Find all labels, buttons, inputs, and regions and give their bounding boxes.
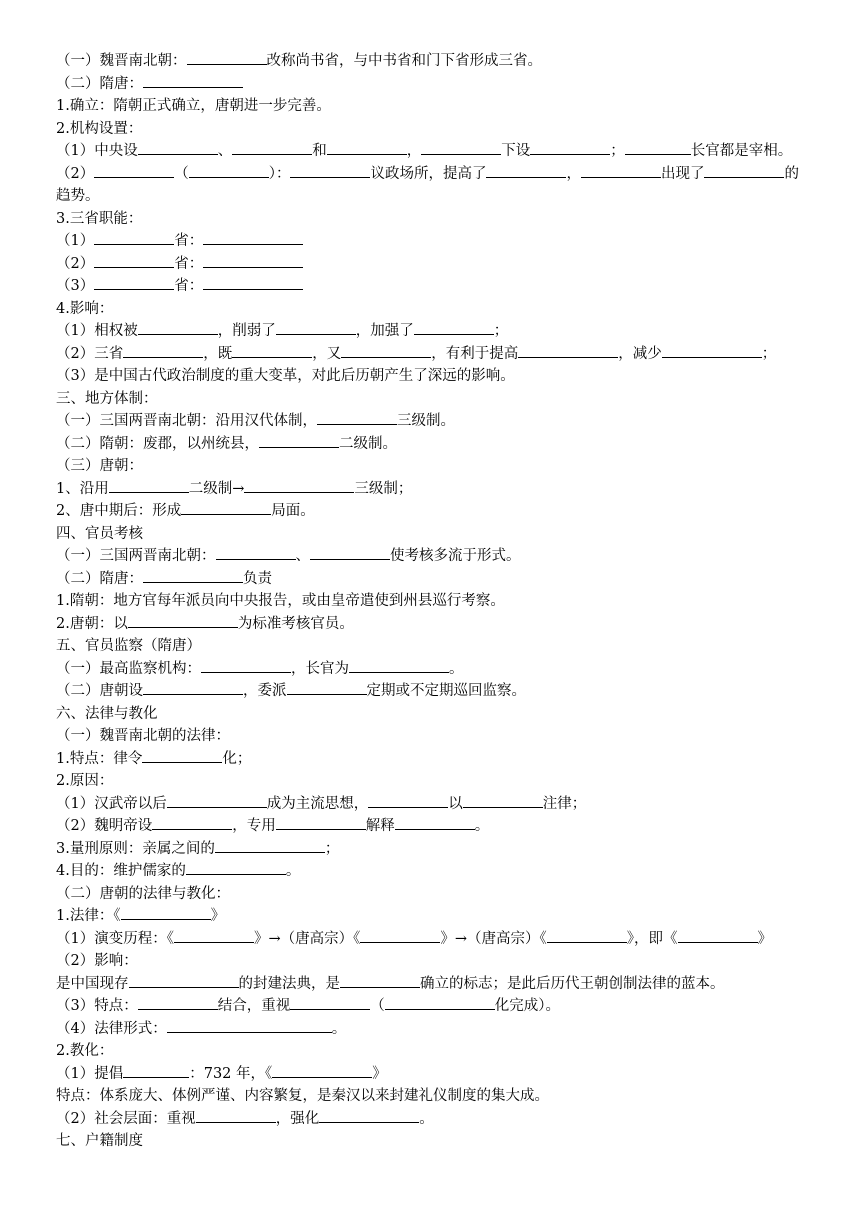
text-line	[56, 208, 820, 231]
line-text: （三）唐朝：	[56, 458, 143, 474]
line-text: 出现了	[660, 165, 705, 182]
text-line	[56, 275, 820, 298]
line-text: 》	[210, 908, 226, 924]
line-text: 、	[295, 548, 310, 564]
fill-blank[interactable]	[94, 163, 174, 178]
text-line	[56, 118, 820, 141]
text-line	[56, 163, 820, 186]
line-text: 下设	[501, 143, 531, 159]
line-text: 负责	[243, 570, 272, 587]
text-line	[56, 388, 820, 411]
fill-blank[interactable]	[678, 928, 758, 943]
fill-blank[interactable]	[349, 658, 449, 673]
line-text: ，	[566, 165, 581, 182]
text-line	[56, 1040, 820, 1063]
line-text: （2）三省	[56, 345, 124, 362]
fill-blank[interactable]	[547, 928, 627, 943]
line-text: （2）魏明帝设	[56, 818, 153, 834]
line-text: 化完成）。	[494, 998, 560, 1014]
line-text: （2）	[56, 165, 95, 182]
line-text: ，有利于提高	[431, 345, 519, 362]
line-text: 成为主流思想，	[266, 795, 369, 812]
line-text: （1）演变历程：《	[56, 930, 174, 947]
fill-blank[interactable]	[317, 410, 397, 425]
line-text: 4.目的：维护儒家的	[56, 863, 186, 879]
line-text: （	[370, 998, 385, 1014]
line-text: 。	[449, 660, 464, 677]
line-text: ，专用	[232, 818, 276, 834]
text-line	[56, 1018, 820, 1041]
line-text: （二）隋唐：	[56, 570, 143, 587]
fill-blank[interactable]	[121, 905, 211, 920]
line-text: 。	[419, 1110, 434, 1127]
text-line	[56, 365, 820, 388]
line-text: （2）社会层面：重视	[56, 1110, 196, 1127]
fill-blank[interactable]	[486, 163, 566, 178]
line-text: 4.影响：	[56, 300, 114, 317]
fill-blank[interactable]	[167, 793, 267, 808]
fill-blank[interactable]	[530, 140, 610, 155]
line-text: （一）魏晋南北朝的法律：	[56, 728, 230, 744]
line-text: ，长官为	[291, 660, 349, 677]
text-line	[56, 50, 820, 73]
line-text: 化；	[222, 750, 252, 767]
text-line	[56, 1085, 820, 1108]
line-text: ，减少	[618, 345, 662, 362]
fill-blank[interactable]	[421, 140, 501, 155]
line-text: ，加强了	[355, 323, 414, 339]
fill-blank[interactable]	[203, 230, 303, 245]
text-line	[56, 703, 820, 726]
line-text: （二）隋朝：废郡，以州统县，	[56, 435, 259, 452]
text-line	[56, 1130, 820, 1153]
line-text: 1.隋朝：地方官每年派员向中央报告，或由皇帝遣使到州县巡行考察。	[56, 593, 505, 609]
line-text: 是中国现存	[56, 975, 129, 992]
text-line	[56, 568, 820, 591]
line-text: 特点：体系庞大、体例严谨、内容繁复，是秦汉以来封建礼仪制度的集大成。	[56, 1088, 549, 1104]
line-text: ；	[610, 143, 625, 159]
fill-blank[interactable]	[129, 973, 239, 988]
text-line	[56, 523, 820, 546]
line-text: 2.机构设置：	[56, 120, 143, 137]
fill-blank[interactable]	[232, 140, 312, 155]
text-line	[56, 478, 820, 501]
line-text: （一）最高监察机构：	[56, 660, 201, 677]
text-line	[56, 140, 820, 163]
line-text: 趋势。	[56, 188, 100, 204]
line-text: 解释	[365, 818, 395, 834]
fill-blank[interactable]	[310, 545, 390, 560]
fill-blank[interactable]	[196, 1108, 276, 1123]
fill-blank[interactable]	[174, 928, 254, 943]
fill-blank[interactable]	[276, 320, 356, 335]
text-line	[56, 590, 820, 613]
line-text: 确立的标志；是此后历代王朝创制法律的蓝本。	[420, 975, 725, 992]
text-line	[56, 748, 820, 771]
line-text: 七、户籍制度	[56, 1133, 143, 1149]
text-line	[56, 658, 820, 681]
fill-blank[interactable]	[259, 433, 339, 448]
fill-blank[interactable]	[662, 343, 762, 358]
line-text: ，既	[203, 345, 233, 362]
line-text: （3）特点：	[56, 998, 138, 1014]
fill-blank[interactable]	[704, 163, 784, 178]
text-line	[56, 838, 820, 861]
text-line	[56, 860, 820, 883]
line-text: 1.法律：《	[56, 908, 121, 924]
text-line	[56, 1108, 820, 1131]
line-text: 为标准考核官员。	[237, 615, 354, 632]
text-line	[56, 185, 820, 208]
line-text: 议政场所，提高了	[370, 165, 487, 182]
fill-blank[interactable]	[276, 815, 366, 830]
line-text: （3）是中国古代政治制度的重大变革，对此后历朝产生了深远的影响。	[56, 368, 515, 384]
line-text: 三级制。	[397, 413, 455, 429]
line-text: 三级制；	[354, 480, 413, 497]
line-text: 省：	[174, 278, 204, 294]
fill-blank[interactable]	[518, 343, 618, 358]
line-text: （1）提倡	[56, 1065, 124, 1082]
line-text: 》→（唐高宗）《	[253, 930, 361, 947]
text-line	[56, 680, 820, 703]
line-text: 3.三省职能：	[56, 210, 143, 227]
line-text: ；	[324, 840, 340, 857]
fill-blank[interactable]	[360, 928, 440, 943]
line-text: ，又	[312, 345, 342, 362]
text-line	[56, 815, 820, 838]
line-text: 1、沿用	[56, 480, 109, 497]
text-line	[56, 455, 820, 478]
line-text: 注律；	[542, 795, 587, 812]
line-text: （一）魏晋南北朝：	[56, 53, 187, 69]
line-text: （二）隋唐：	[56, 75, 143, 92]
fill-blank[interactable]	[385, 995, 495, 1010]
fill-blank[interactable]	[290, 163, 370, 178]
text-line	[56, 770, 820, 793]
line-text: 3.量刑原则：亲属之间的	[56, 840, 215, 857]
fill-blank[interactable]	[203, 275, 303, 290]
line-text: 。	[285, 863, 301, 879]
fill-blank[interactable]	[138, 320, 218, 335]
text-line	[56, 410, 820, 433]
line-text: 六、法律与教化	[56, 705, 158, 722]
line-text: （2）	[56, 255, 95, 272]
line-text: （2）影响：	[56, 953, 138, 969]
line-text: 定期或不定期巡回监察。	[366, 683, 526, 699]
line-text: 2.教化：	[56, 1043, 114, 1059]
line-text: ，削弱了	[217, 323, 276, 339]
line-text: 二级制→	[188, 480, 245, 497]
text-line	[56, 95, 820, 118]
fill-blank[interactable]	[287, 680, 367, 695]
line-text: 局面。	[271, 503, 315, 519]
line-text: ，强化	[275, 1110, 320, 1127]
line-text: 。	[474, 818, 490, 834]
line-text: （	[174, 165, 189, 182]
fill-blank[interactable]	[152, 815, 232, 830]
fill-blank[interactable]	[189, 163, 269, 178]
line-text: 省：	[174, 255, 204, 272]
line-text: 结合，重视	[217, 998, 291, 1014]
line-text: （1）相权被	[56, 323, 138, 339]
text-line	[56, 905, 820, 928]
fill-blank[interactable]	[319, 1108, 419, 1123]
fill-blank[interactable]	[203, 253, 303, 268]
text-line	[56, 973, 820, 996]
text-line	[56, 793, 820, 816]
text-line	[56, 883, 820, 906]
fill-blank[interactable]	[232, 343, 312, 358]
line-text: 1.确立：隋朝正式确立，唐朝进一步完善。	[56, 98, 331, 114]
text-line	[56, 928, 820, 951]
line-text: 使考核多流于形式。	[390, 548, 521, 564]
text-line	[56, 73, 820, 96]
line-text: 改称尚书省，与中书省和门下省形成三省。	[266, 53, 542, 69]
text-line	[56, 1063, 820, 1086]
fill-blank[interactable]	[186, 860, 286, 875]
fill-blank[interactable]	[142, 748, 222, 763]
line-text: （一）三国两晋南北朝：沿用汉代体制，	[56, 413, 317, 429]
text-line	[56, 725, 820, 748]
fill-blank[interactable]	[395, 815, 475, 830]
fill-blank[interactable]	[123, 1063, 189, 1078]
line-text: ：732 年，《	[189, 1065, 273, 1082]
fill-blank[interactable]	[123, 343, 203, 358]
line-text: 的封建法典，是	[238, 975, 340, 992]
line-text: （1）	[56, 233, 95, 249]
line-text: （一）三国两晋南北朝：	[56, 548, 216, 564]
line-text: （3）	[56, 278, 95, 294]
text-line	[56, 230, 820, 253]
text-line	[56, 343, 820, 366]
line-text: 》，即《	[626, 930, 678, 947]
fill-blank[interactable]	[138, 995, 218, 1010]
text-line	[56, 635, 820, 658]
line-text: （二）唐朝的法律与教化：	[56, 885, 230, 902]
line-text: ；	[493, 323, 509, 339]
text-line	[56, 545, 820, 568]
line-text: 三、地方体制：	[56, 390, 158, 407]
text-line	[56, 950, 820, 973]
fill-blank[interactable]	[368, 793, 448, 808]
line-text: 和	[312, 143, 327, 159]
line-text: 二级制。	[339, 435, 397, 452]
fill-blank[interactable]	[138, 140, 218, 155]
line-text: 的	[784, 165, 799, 182]
line-text: 》→（唐高宗）《	[440, 930, 547, 947]
text-line	[56, 320, 820, 343]
line-text: 。	[331, 1020, 347, 1037]
line-text: 以	[448, 795, 463, 812]
fill-blank[interactable]	[181, 500, 271, 515]
fill-blank[interactable]	[143, 680, 243, 695]
fill-blank[interactable]	[187, 50, 267, 65]
line-text: ）：	[268, 165, 291, 182]
fill-blank[interactable]	[244, 478, 354, 493]
fill-blank[interactable]	[216, 545, 296, 560]
line-text: 长官都是宰相。	[690, 143, 793, 159]
fill-blank[interactable]	[341, 343, 431, 358]
line-text: ；	[761, 345, 777, 362]
text-line	[56, 253, 820, 276]
fill-blank[interactable]	[327, 140, 407, 155]
line-text: （二）唐朝设	[56, 683, 143, 699]
text-line	[56, 613, 820, 636]
fill-blank[interactable]	[414, 320, 494, 335]
line-text: ，委派	[243, 683, 287, 699]
fill-blank[interactable]	[463, 793, 543, 808]
line-text: 2、唐中期后：形成	[56, 503, 182, 519]
line-text: （1）中央设	[56, 143, 138, 159]
fill-blank[interactable]	[215, 838, 325, 853]
line-text: 省：	[174, 233, 204, 249]
fill-blank[interactable]	[94, 230, 174, 245]
line-text: 五、官员监察（隋唐）	[56, 638, 201, 654]
fill-blank[interactable]	[167, 1018, 332, 1033]
fill-blank[interactable]	[340, 973, 420, 988]
line-text: （1）汉武帝以后	[56, 795, 167, 812]
fill-blank[interactable]	[109, 478, 189, 493]
fill-blank[interactable]	[290, 995, 370, 1010]
fill-blank[interactable]	[201, 658, 291, 673]
line-text: 1.特点：律令	[56, 750, 143, 767]
fill-blank[interactable]	[143, 73, 243, 88]
fill-blank[interactable]	[625, 140, 691, 155]
fill-blank[interactable]	[272, 1063, 372, 1078]
text-line	[56, 500, 820, 523]
text-line	[56, 995, 820, 1018]
text-line	[56, 433, 820, 456]
line-text: ，	[406, 143, 422, 159]
line-text: （4）法律形式：	[56, 1020, 167, 1037]
fill-blank[interactable]	[94, 275, 174, 290]
fill-blank[interactable]	[581, 163, 661, 178]
fill-blank[interactable]	[128, 613, 238, 628]
line-text: 2.原因：	[56, 773, 114, 789]
fill-blank[interactable]	[143, 568, 243, 583]
line-text: 》	[757, 930, 773, 947]
line-text: 》	[372, 1065, 387, 1082]
line-text: 2.唐朝：以	[56, 615, 128, 632]
line-text: 四、官员考核	[56, 525, 143, 542]
text-line	[56, 298, 820, 321]
fill-blank[interactable]	[94, 253, 174, 268]
line-text: 、	[217, 143, 233, 159]
